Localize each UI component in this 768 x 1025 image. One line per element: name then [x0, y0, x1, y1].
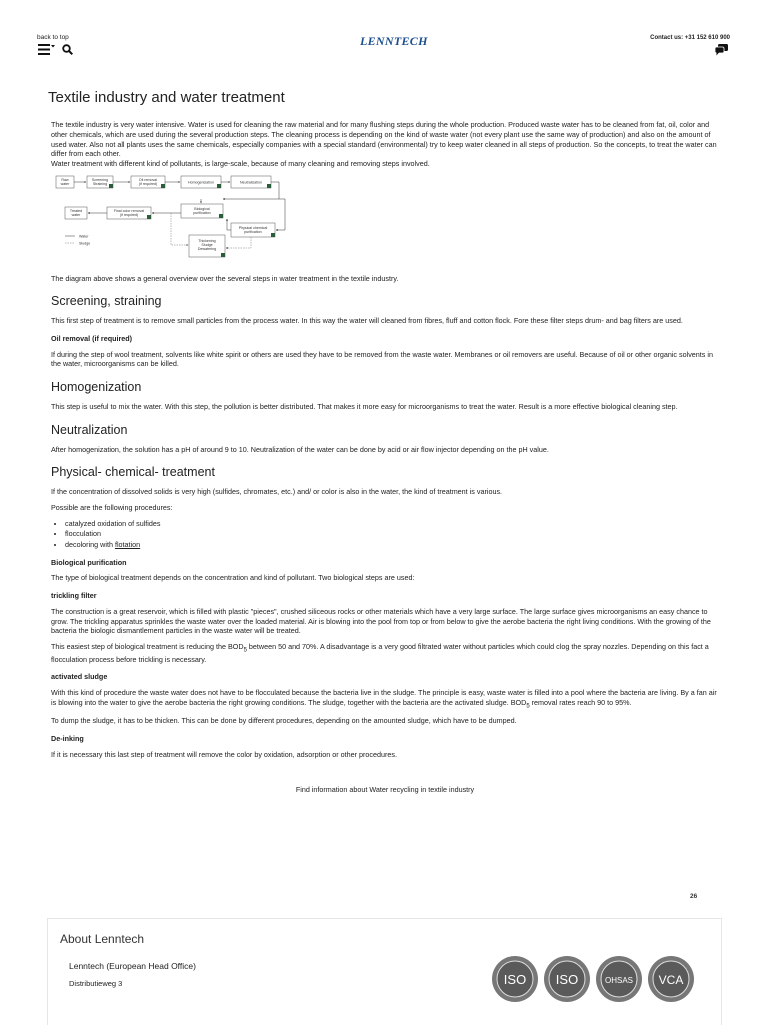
cert-label: ISO: [555, 972, 579, 987]
diagram-box-physical-chemical: [231, 223, 275, 237]
procedures-intro: Possible are the following procedures:: [51, 502, 173, 512]
svg-text:Sludge: Sludge: [79, 241, 91, 246]
decolor-prefix: decoloring with: [65, 539, 115, 549]
menu-icon[interactable]: [38, 44, 56, 58]
svg-text:Final color removal: Final color removal: [113, 208, 145, 213]
water-recycling-link[interactable]: Find information about Water recycling in textile industry: [295, 785, 475, 795]
svg-text:water: water: [60, 181, 70, 186]
treatment-diagram: [51, 173, 719, 264]
trickling-text: The construction is a great reservoir, which is filled with plastic "pieces", crushed siliceous rocks or other materials which have a very large surface. The large surface gives microorganisms an easy chance to grow. The trickling apparatus sprinkles the waste water over the loaded material. Air is blowing into the pool from top or from below to give the aerobe bacteria the right living conditions. With the growing of the bacteria the biologic dismantlement particles in the waste water will be treated.: [51, 606, 711, 636]
iso-badge-1: [491, 955, 539, 1003]
bod-text-b: between 50 and 70%. A disadvantage is a very good filtrated water without particles which could clog the spray nozzles. Depending on this fact a flocculation process before trickling is necessary.: [51, 642, 709, 664]
svg-text:purification: purification: [244, 229, 262, 234]
svg-text:Screening: Screening: [91, 177, 109, 182]
about-lenntech-box: [47, 918, 722, 1025]
svg-text:Straining: Straining: [92, 181, 108, 186]
certification-badges: [491, 955, 695, 1003]
biological-text: The type of biological treatment depends on the concentration and kind of pollutant. Two biological steps are used:: [51, 573, 415, 583]
page-title: Textile industry and water treatment: [48, 89, 285, 106]
homogenization-text: This step is useful to mix the water. With this step, the pollution is better distributed. That makes it more easy for microorganisms to treat the water. Result is a more effective biological cleaning step.: [51, 401, 678, 411]
ohsas-badge: [595, 955, 643, 1003]
office-name: Lenntech (European Head Office): [69, 961, 196, 971]
physical-chemical-text: If the concentration of dissolved solids is very high (sulfides, chromates, etc.) and/ or color is also in the water, the kind of treatment is various.: [51, 487, 503, 497]
intro-text: The textile industry is very water intensive. Water is used for cleaning the raw material and for many flushing steps during the whole production. Produced waste water has to be cleaned from fat, oil, color and other chemicals, which are used during the several production steps. The cleaning process is depending on the kind of waste water (not every plant use the same way of production) and also on the amount of used water. Also not all plants uses the same chemicals, especially companies with a special standard (environmental) try to keep water cleaned in all steps of production. So the concepts, to treat the water can differ from each other.: [51, 120, 717, 159]
list-item: • flocculation: [65, 529, 719, 539]
procedures-list: [51, 519, 719, 550]
intro-text-2: Water treatment with different kind of pollutants, is large-scale, because of many cleaning and removing steps involved.: [51, 159, 430, 169]
diagram-box-neutralization: [231, 176, 271, 188]
sludge-text-b: removal rates reach 90 to 95%.: [529, 697, 632, 707]
svg-text:Neutralization: Neutralization: [240, 180, 262, 185]
intro-paragraph: [51, 120, 719, 169]
heading-neutralization: Neutralization: [51, 422, 128, 437]
diagram-box-biological-purification: [181, 204, 223, 218]
heading-screening: Screening, straining: [51, 294, 162, 309]
bod-text-a: This easiest step of biological treatment is reducing the BOD: [51, 642, 244, 651]
svg-text:Thickening: Thickening: [198, 238, 216, 243]
diagram-box-screening: [87, 176, 113, 188]
iso-badge-2: [543, 955, 591, 1003]
flotation-link[interactable]: flotation: [114, 539, 141, 549]
diagram-legend: [65, 234, 90, 245]
diagram-box-oil-removal: [131, 176, 165, 188]
neutralization-text: After homogenization, the solution has a pH of around 9 to 10. Neutralization of the water can be done by acid or air flow injector depending on the pH value.: [51, 444, 549, 454]
about-title: About Lenntech: [60, 932, 145, 946]
chat-icon[interactable]: [715, 44, 728, 59]
contact-phone[interactable]: Contact us: +31 152 610 900: [650, 35, 730, 41]
svg-text:Biological: Biological: [194, 206, 210, 211]
svg-text:Oil removal: Oil removal: [138, 177, 158, 182]
heading-physical-chemical: Physical- chemical- treatment: [51, 465, 215, 480]
site-header: [0, 0, 768, 64]
svg-text:purification: purification: [193, 210, 211, 215]
diagram-box-treated-water: [65, 207, 87, 219]
bod-subscript: 5: [243, 647, 247, 654]
back-to-top-link[interactable]: back to top: [37, 34, 69, 41]
svg-text:Treated: Treated: [69, 208, 83, 213]
cert-label: ISO: [503, 972, 527, 987]
diagram-box-homogenization: [181, 176, 221, 188]
heading-biological: Biological purification: [51, 557, 127, 567]
svg-text:Water: Water: [79, 234, 89, 239]
svg-text:Homogenization: Homogenization: [188, 180, 214, 185]
svg-text:Physical chemical: Physical chemical: [238, 225, 268, 230]
article: [48, 88, 719, 795]
svg-text:Sludge: Sludge: [201, 242, 213, 247]
cert-label: VCA: [658, 973, 684, 987]
heading-de-inking: De-inking: [51, 733, 84, 743]
diagram-box-raw-water: [56, 176, 74, 188]
svg-text:(if required): (if required): [119, 212, 139, 217]
office-address: Distributieweg 3: [69, 979, 123, 988]
de-inking-text: If it is necessary this last step of treatment will remove the color by oxidation, adsorption or other procedures.: [51, 749, 397, 759]
lenntech-logo[interactable]: LENNTECH: [360, 34, 428, 48]
svg-text:(if required): (if required): [138, 181, 158, 186]
cert-label: OHSAS: [604, 976, 634, 985]
oil-removal-text: If during the step of wool treatment, solvents like white spirit or others are used they have to be removed from the waste water. Membranes or oil removers are useful. Because of oil or other organic solvents in the water, microorganisms can be killed.: [51, 349, 713, 369]
heading-activated-sludge: activated sludge: [51, 672, 108, 682]
sludge-text-a: With this kind of procedure the waste water does not have to be flocculated because the bacteria live in the sludge. The principle is easy, waste water is filled into a pool where the bacteria are living. By a fan air is blowing into the water to give the aerobe bacteria the right growing conditions. The sludge, together with the bacteria are the activated sludge. BOD: [51, 687, 717, 707]
list-item: • catalyzed oxidation of sulfides: [65, 519, 719, 529]
svg-text:water: water: [71, 212, 81, 217]
heading-oil-removal: Oil removal (if required): [51, 333, 133, 343]
search-icon[interactable]: [62, 44, 73, 58]
diagram-caption: The diagram above shows a general overview over the several steps in water treatment in the textile industry.: [51, 273, 399, 283]
list-item: [65, 540, 719, 550]
heading-trickling-filter: trickling filter: [51, 591, 97, 601]
svg-text:Dewatering: Dewatering: [197, 246, 217, 251]
trickling-text-2: [51, 642, 719, 664]
bod-subscript: 5: [526, 703, 530, 710]
dump-sludge-text: To dump the sludge, it has to be thicken. This can be done by different procedures, depending on the amounted sludge, which have to be dumped.: [51, 716, 517, 726]
diagram-box-final-color-removal: [107, 207, 151, 219]
svg-text:Raw: Raw: [61, 177, 69, 182]
diagram-box-thickening: [189, 235, 225, 257]
activated-sludge-text: [51, 688, 719, 710]
share-counter: 26: [690, 893, 698, 900]
menu-row: [38, 44, 73, 58]
vca-badge: [647, 955, 695, 1003]
heading-homogenization: Homogenization: [51, 380, 142, 395]
screening-text: This first step of treatment is to remove small particles from the process water. In this way the water will cleaned from fibres, fluff and cotton flock. Fore these filter steps drum- and bag filters are used.: [51, 316, 683, 326]
